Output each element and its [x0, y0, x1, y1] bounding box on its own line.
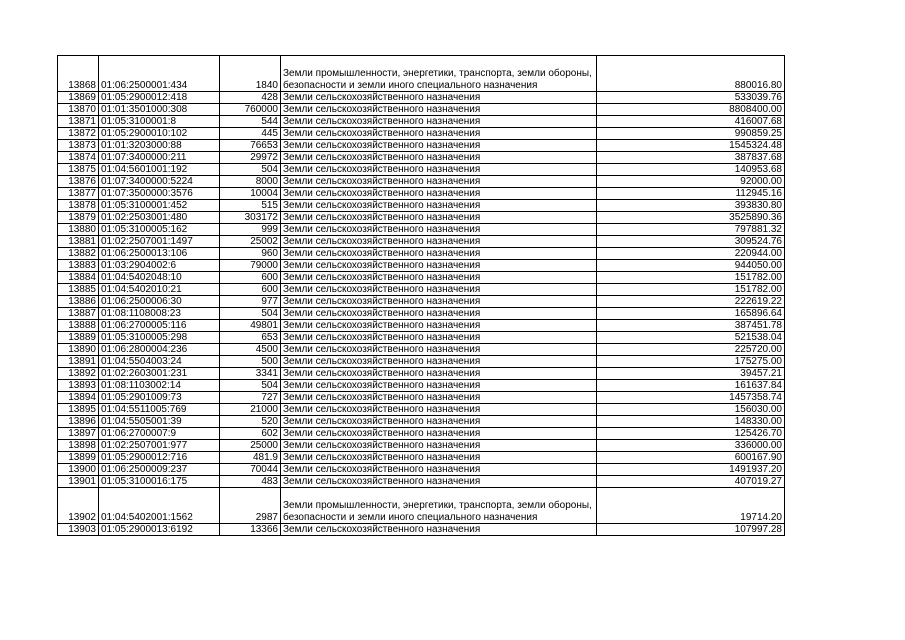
cadastral-number-cell: 01:07:3400000:5224 [99, 176, 220, 188]
cadastral-number-cell: 01:05:3100005:298 [99, 332, 220, 344]
cadastral-value-cell: 148330.00 [597, 416, 785, 428]
area-cell: 76653 [220, 140, 281, 152]
table-row [58, 368, 785, 380]
cadastral-value-cell: 797881.32 [597, 224, 785, 236]
area-cell: 481.9 [220, 452, 281, 464]
cadastral-value-cell: 1545324.48 [597, 140, 785, 152]
row-number-cell: 13876 [58, 176, 99, 188]
land-category-cell: Земли сельскохозяйственного назначения [281, 404, 597, 416]
cadastral-value-cell: 8808400.00 [597, 104, 785, 116]
row-number-cell: 13889 [58, 332, 99, 344]
cadastral-value-cell: 533039.76 [597, 92, 785, 104]
land-category-cell: Земли сельскохозяйственного назначения [281, 272, 597, 284]
cadastral-number-cell: 01:06:2500009:237 [99, 464, 220, 476]
cadastral-number-cell: 01:05:3100001:8 [99, 116, 220, 128]
land-category-cell: Земли промышленности, энергетики, транспорта, земли обороны, безопасности и земли иного специального назначения [281, 488, 597, 524]
land-category-cell: Земли сельскохозяйственного назначения [281, 176, 597, 188]
cadastral-number-cell: 01:05:2900010:102 [99, 128, 220, 140]
cadastral-number-cell: 01:06:2700007:9 [99, 428, 220, 440]
cadastral-value-cell: 600167.90 [597, 452, 785, 464]
row-number-cell: 13888 [58, 320, 99, 332]
row-number-cell: 13898 [58, 440, 99, 452]
table-row [58, 464, 785, 476]
row-number-cell: 13885 [58, 284, 99, 296]
table-row [58, 200, 785, 212]
row-number-cell: 13883 [58, 260, 99, 272]
cadastral-value-cell: 225720.00 [597, 344, 785, 356]
table-row [58, 212, 785, 224]
table-row [58, 320, 785, 332]
area-cell: 727 [220, 392, 281, 404]
cadastral-number-cell: 01:02:2503001:480 [99, 212, 220, 224]
cadastral-number-cell: 01:06:2700005:116 [99, 320, 220, 332]
area-cell: 25000 [220, 440, 281, 452]
cadastral-value-cell: 387837.68 [597, 152, 785, 164]
cadastral-number-cell: 01:06:2500013:106 [99, 248, 220, 260]
land-category-cell: Земли сельскохозяйственного назначения [281, 260, 597, 272]
cadastral-number-cell: 01:05:3100016:175 [99, 476, 220, 488]
table-row [58, 248, 785, 260]
land-category-cell: Земли сельскохозяйственного назначения [281, 356, 597, 368]
cadastral-number-cell: 01:02:2507001:1497 [99, 236, 220, 248]
cadastral-number-cell: 01:05:2900013:6192 [99, 524, 220, 536]
cadastral-number-cell: 01:06:2500001:434 [99, 56, 220, 92]
cadastral-value-cell: 1491937.20 [597, 464, 785, 476]
cadastral-value-cell: 151782.00 [597, 284, 785, 296]
area-cell: 8000 [220, 176, 281, 188]
cadastral-number-cell: 01:03:2904002:6 [99, 260, 220, 272]
table-row [58, 224, 785, 236]
land-category-cell: Земли сельскохозяйственного назначения [281, 392, 597, 404]
cadastral-number-cell: 01:01:3203000:88 [99, 140, 220, 152]
area-cell: 520 [220, 416, 281, 428]
land-category-cell: Земли сельскохозяйственного назначения [281, 116, 597, 128]
cadastral-number-cell: 01:05:2900012:716 [99, 452, 220, 464]
land-category-cell: Земли сельскохозяйственного назначения [281, 332, 597, 344]
table-body [58, 56, 785, 536]
land-category-cell: Земли сельскохозяйственного назначения [281, 212, 597, 224]
table-row [58, 152, 785, 164]
land-category-cell: Земли сельскохозяйственного назначения [281, 368, 597, 380]
row-number-cell: 13903 [58, 524, 99, 536]
cadastral-value-cell: 92000.00 [597, 176, 785, 188]
row-number-cell: 13894 [58, 392, 99, 404]
row-number-cell: 13868 [58, 56, 99, 92]
cadastral-value-cell: 1457358.74 [597, 392, 785, 404]
row-number-cell: 13869 [58, 92, 99, 104]
table-row [58, 344, 785, 356]
cadastral-number-cell: 01:04:5402001:1562 [99, 488, 220, 524]
row-number-cell: 13886 [58, 296, 99, 308]
row-number-cell: 13880 [58, 224, 99, 236]
land-parcels-table [57, 55, 785, 536]
cadastral-number-cell: 01:05:3100005:162 [99, 224, 220, 236]
area-cell: 428 [220, 92, 281, 104]
table-row [58, 524, 785, 536]
cadastral-value-cell: 880016.80 [597, 56, 785, 92]
table-row [58, 260, 785, 272]
cadastral-value-cell: 125426.70 [597, 428, 785, 440]
area-cell: 10004 [220, 188, 281, 200]
table-row [58, 236, 785, 248]
table-row [58, 488, 785, 524]
land-category-cell: Земли сельскохозяйственного назначения [281, 428, 597, 440]
cadastral-value-cell: 161637.84 [597, 380, 785, 392]
row-number-cell: 13870 [58, 104, 99, 116]
cadastral-number-cell: 01:02:2603001:231 [99, 368, 220, 380]
area-cell: 504 [220, 164, 281, 176]
row-number-cell: 13891 [58, 356, 99, 368]
row-number-cell: 13878 [58, 200, 99, 212]
land-category-cell: Земли сельскохозяйственного назначения [281, 464, 597, 476]
table-row [58, 392, 785, 404]
table-row [58, 404, 785, 416]
cadastral-value-cell: 140953.68 [597, 164, 785, 176]
area-cell: 445 [220, 128, 281, 140]
land-category-cell: Земли сельскохозяйственного назначения [281, 524, 597, 536]
row-number-cell: 13890 [58, 344, 99, 356]
cadastral-value-cell: 220944.00 [597, 248, 785, 260]
cadastral-number-cell: 01:04:5601001:192 [99, 164, 220, 176]
table-row [58, 332, 785, 344]
cadastral-value-cell: 990859.25 [597, 128, 785, 140]
area-cell: 303172 [220, 212, 281, 224]
cadastral-number-cell: 01:07:3400000:211 [99, 152, 220, 164]
area-cell: 49801 [220, 320, 281, 332]
cadastral-number-cell: 01:04:5505001:39 [99, 416, 220, 428]
land-category-cell: Земли сельскохозяйственного назначения [281, 164, 597, 176]
cadastral-value-cell: 521538.04 [597, 332, 785, 344]
table-row [58, 356, 785, 368]
table-row [58, 440, 785, 452]
area-cell: 25002 [220, 236, 281, 248]
land-category-cell: Земли сельскохозяйственного назначения [281, 92, 597, 104]
cadastral-number-cell: 01:04:5511005:769 [99, 404, 220, 416]
area-cell: 500 [220, 356, 281, 368]
cadastral-value-cell: 944050.00 [597, 260, 785, 272]
cadastral-value-cell: 387451.78 [597, 320, 785, 332]
table-row [58, 284, 785, 296]
cadastral-value-cell: 107997.28 [597, 524, 785, 536]
table-row [58, 380, 785, 392]
land-category-cell: Земли сельскохозяйственного назначения [281, 224, 597, 236]
table-row [58, 176, 785, 188]
land-category-cell: Земли сельскохозяйственного назначения [281, 236, 597, 248]
row-number-cell: 13882 [58, 248, 99, 260]
table-row [58, 308, 785, 320]
table-row [58, 164, 785, 176]
table-row [58, 188, 785, 200]
area-cell: 21000 [220, 404, 281, 416]
area-cell: 760000 [220, 104, 281, 116]
area-cell: 504 [220, 308, 281, 320]
area-cell: 600 [220, 284, 281, 296]
table-row [58, 116, 785, 128]
row-number-cell: 13875 [58, 164, 99, 176]
cadastral-value-cell: 175275.00 [597, 356, 785, 368]
row-number-cell: 13884 [58, 272, 99, 284]
row-number-cell: 13893 [58, 380, 99, 392]
land-category-cell: Земли сельскохозяйственного назначения [281, 152, 597, 164]
land-category-cell: Земли сельскохозяйственного назначения [281, 476, 597, 488]
area-cell: 999 [220, 224, 281, 236]
cadastral-number-cell: 01:02:2507001:977 [99, 440, 220, 452]
cadastral-value-cell: 336000.00 [597, 440, 785, 452]
land-category-cell: Земли сельскохозяйственного назначения [281, 344, 597, 356]
land-category-cell: Земли сельскохозяйственного назначения [281, 440, 597, 452]
area-cell: 653 [220, 332, 281, 344]
area-cell: 4500 [220, 344, 281, 356]
table-row [58, 452, 785, 464]
table-row [58, 92, 785, 104]
table-row [58, 272, 785, 284]
cadastral-number-cell: 01:05:2900012:418 [99, 92, 220, 104]
cadastral-number-cell: 01:06:2800004:236 [99, 344, 220, 356]
area-cell: 1840 [220, 56, 281, 92]
area-cell: 960 [220, 248, 281, 260]
area-cell: 515 [220, 200, 281, 212]
cadastral-number-cell: 01:01:3501000:308 [99, 104, 220, 116]
cadastral-value-cell: 112945.16 [597, 188, 785, 200]
land-category-cell: Земли сельскохозяйственного назначения [281, 188, 597, 200]
cadastral-value-cell: 309524.76 [597, 236, 785, 248]
cadastral-number-cell: 01:06:2500006:30 [99, 296, 220, 308]
cadastral-value-cell: 222619.22 [597, 296, 785, 308]
table-row [58, 416, 785, 428]
row-number-cell: 13900 [58, 464, 99, 476]
table-row [58, 104, 785, 116]
table-row [58, 140, 785, 152]
row-number-cell: 13902 [58, 488, 99, 524]
table-row [58, 128, 785, 140]
area-cell: 79000 [220, 260, 281, 272]
area-cell: 2987 [220, 488, 281, 524]
land-category-cell: Земли сельскохозяйственного назначения [281, 452, 597, 464]
land-category-cell: Земли сельскохозяйственного назначения [281, 104, 597, 116]
row-number-cell: 13874 [58, 152, 99, 164]
land-category-cell: Земли сельскохозяйственного назначения [281, 128, 597, 140]
cadastral-value-cell: 19714.20 [597, 488, 785, 524]
row-number-cell: 13879 [58, 212, 99, 224]
row-number-cell: 13871 [58, 116, 99, 128]
cadastral-value-cell: 39457.21 [597, 368, 785, 380]
row-number-cell: 13895 [58, 404, 99, 416]
cadastral-number-cell: 01:08:1108008:23 [99, 308, 220, 320]
table-row [58, 476, 785, 488]
table-row [58, 296, 785, 308]
cadastral-number-cell: 01:08:1103002:14 [99, 380, 220, 392]
land-category-cell: Земли сельскохозяйственного назначения [281, 320, 597, 332]
row-number-cell: 13896 [58, 416, 99, 428]
row-number-cell: 13873 [58, 140, 99, 152]
cadastral-number-cell: 01:04:5402010:21 [99, 284, 220, 296]
land-category-cell: Земли сельскохозяйственного назначения [281, 248, 597, 260]
table-row [58, 56, 785, 92]
cadastral-value-cell: 407019.27 [597, 476, 785, 488]
cadastral-number-cell: 01:05:2901009:73 [99, 392, 220, 404]
cadastral-value-cell: 165896.64 [597, 308, 785, 320]
row-number-cell: 13899 [58, 452, 99, 464]
row-number-cell: 13887 [58, 308, 99, 320]
land-category-cell: Земли сельскохозяйственного назначения [281, 140, 597, 152]
row-number-cell: 13892 [58, 368, 99, 380]
row-number-cell: 13881 [58, 236, 99, 248]
row-number-cell: 13872 [58, 128, 99, 140]
land-category-cell: Земли сельскохозяйственного назначения [281, 416, 597, 428]
area-cell: 483 [220, 476, 281, 488]
area-cell: 544 [220, 116, 281, 128]
land-category-cell: Земли сельскохозяйственного назначения [281, 308, 597, 320]
cadastral-number-cell: 01:04:5402048:10 [99, 272, 220, 284]
area-cell: 602 [220, 428, 281, 440]
area-cell: 977 [220, 296, 281, 308]
area-cell: 70044 [220, 464, 281, 476]
area-cell: 504 [220, 380, 281, 392]
cadastral-number-cell: 01:05:3100001:452 [99, 200, 220, 212]
land-category-cell: Земли сельскохозяйственного назначения [281, 296, 597, 308]
area-cell: 29972 [220, 152, 281, 164]
land-category-cell: Земли сельскохозяйственного назначения [281, 284, 597, 296]
cadastral-value-cell: 393830.80 [597, 200, 785, 212]
cadastral-value-cell: 416007.68 [597, 116, 785, 128]
cadastral-number-cell: 01:07:3500000:3576 [99, 188, 220, 200]
row-number-cell: 13897 [58, 428, 99, 440]
cadastral-value-cell: 151782.00 [597, 272, 785, 284]
cadastral-value-cell: 156030.00 [597, 404, 785, 416]
row-number-cell: 13877 [58, 188, 99, 200]
land-category-cell: Земли сельскохозяйственного назначения [281, 200, 597, 212]
row-number-cell: 13901 [58, 476, 99, 488]
area-cell: 13366 [220, 524, 281, 536]
land-category-cell: Земли промышленности, энергетики, транспорта, земли обороны, безопасности и земли иного специального назначения [281, 56, 597, 92]
cadastral-number-cell: 01:04:5504003:24 [99, 356, 220, 368]
table-row [58, 428, 785, 440]
land-category-cell: Земли сельскохозяйственного назначения [281, 380, 597, 392]
cadastral-value-cell: 3525890.36 [597, 212, 785, 224]
area-cell: 600 [220, 272, 281, 284]
area-cell: 3341 [220, 368, 281, 380]
